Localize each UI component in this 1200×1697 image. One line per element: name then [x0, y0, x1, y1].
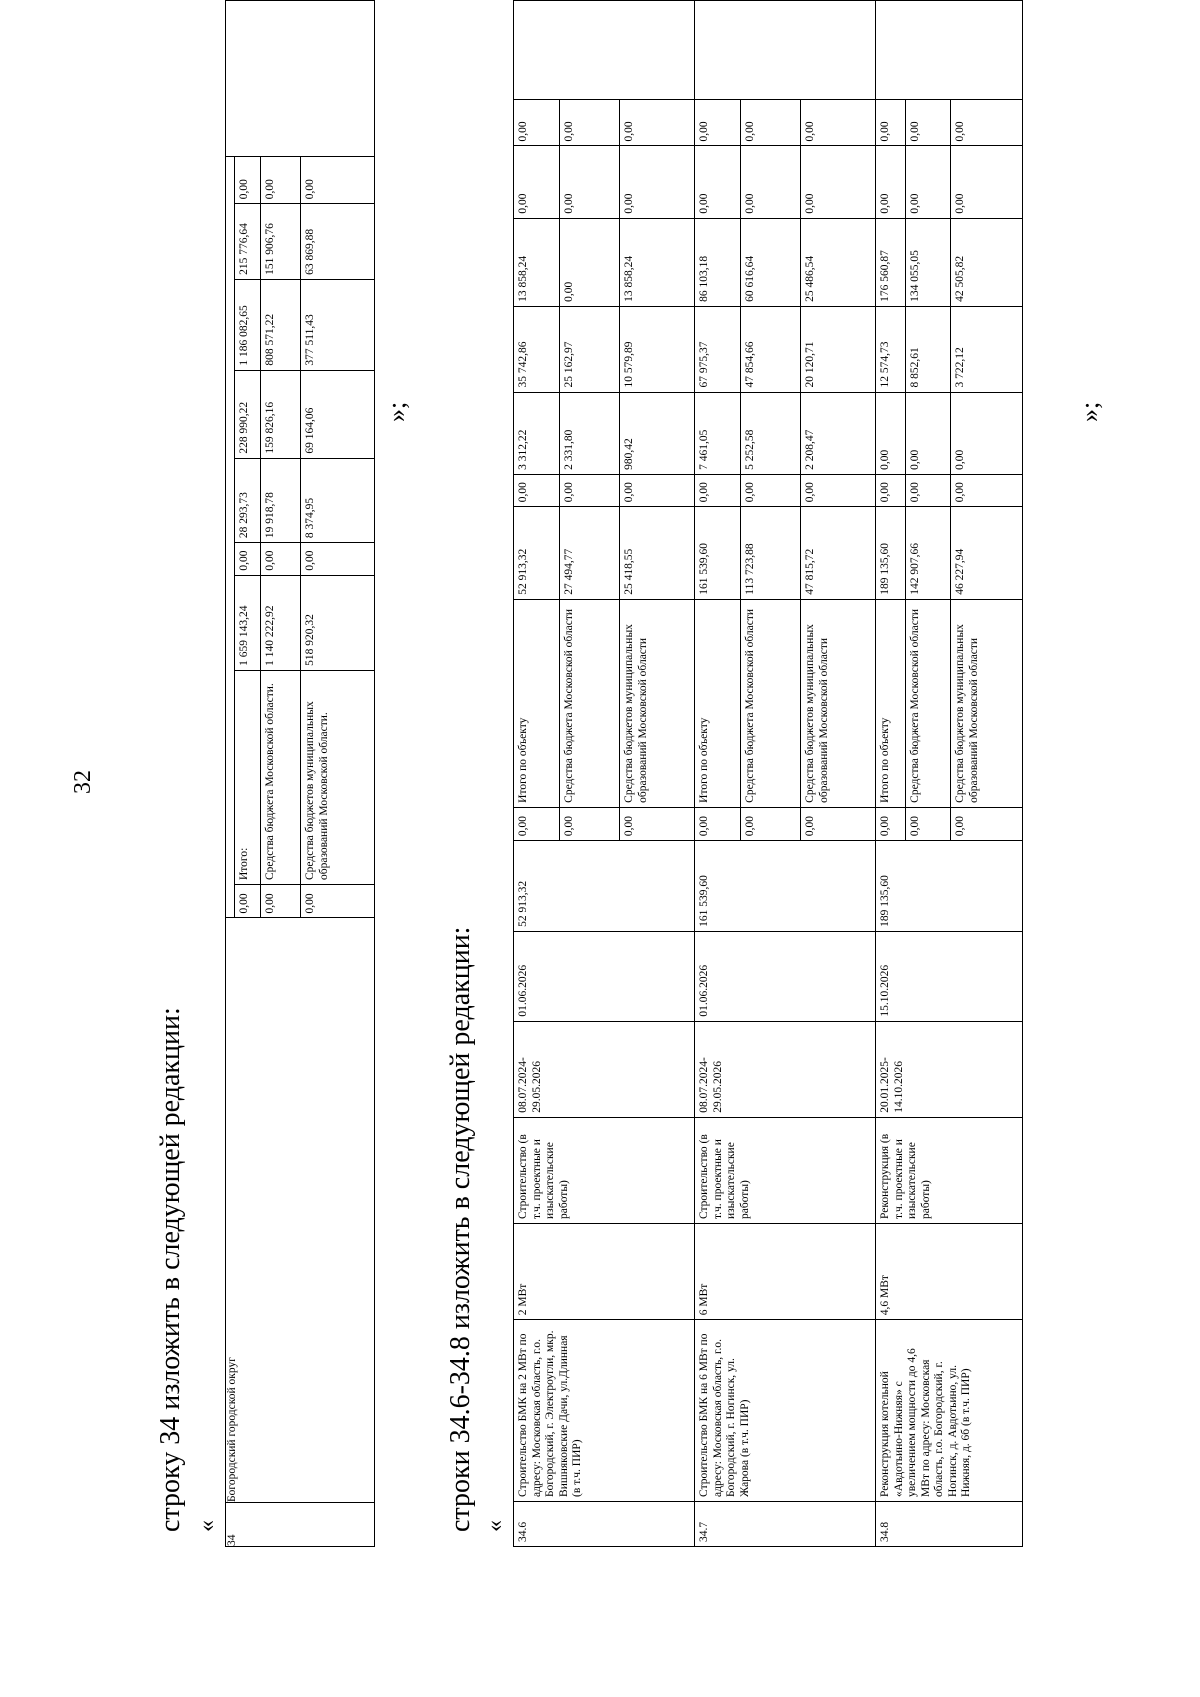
- table-row: 34.7 Строительство БМК на 6 МВт по адресу: Московская область, г.о. Богородский, г. Ногинск, ул. Жарова (в т.ч. ПИР) 6 МВт Строительство (в т.ч. проектные и изыскательские работы) 08.07.2024-29.05.2026 01.06.2026 161 539,60 0,00 Итого по объекту 161 539,60 0,00 7 461,05 67 975,37 86 103,18 0,00 0,00: [695, 1, 741, 1547]
- table-row: 0,00 Средства бюджета Московской области 27 494,77 0,00 2 331,80 25 162,97 0,00 0,00 0,00: [560, 1, 620, 1547]
- row-34-num: 34: [226, 1502, 375, 1546]
- section2-heading: строки 34.6-34.8 изложить в следующей редакции:: [445, 926, 476, 1532]
- row-34-7-name: Строительство БМК на 6 МВт по адресу: Московская область, г.о. Богородский, г. Ногинск, ул. Жарова (в т.ч. ПИР): [695, 1320, 876, 1502]
- section2-quote-open: «: [482, 1520, 508, 1532]
- table-rows-34-6-34-8: [513, 0, 1023, 1547]
- table-row: 0,00 Средства бюджета Московской области 113 723,88 0,00 5 252,58 47 854,66 60 616,64 0,00 0,00: [741, 1, 801, 1547]
- table-row: 0,00 Средства бюджетов муниципальных образований Московской области 47 815,72 0,00 2 208,47 20 120,71 25 486,54 0,00 0,00: [801, 1, 876, 1547]
- row-34-7-num: 34.7: [695, 1501, 876, 1546]
- table-row: 0,00 Средства бюджетов муниципальных образований Московской области 46 227,94 0,00 0,00 3 722,12 42 505,82 0,00 0,00: [951, 1, 1023, 1547]
- table-row: 34.6 Строительство БМК на 2 МВт по адресу: Московская область, г.о. Богородский, г. Электроугли, мкр. Вишняковские Дачи, ул.Длинная (в т.ч. ПИР) 2 МВт Строительство (в т.ч. проектные и изыскательские работы) 08.07.2024-29.05.2026 01.06.2026 52 913,32 0,00 Итого по объекту 52 913,32 0,00 3 312,22 35 742,86 13 858,24 0,00 0,00: [514, 1, 560, 1547]
- table-row: 0,00 Средства бюджетов муниципальных образований Московской области 25 418,55 0,00 980,42 10 579,89 13 858,24 0,00 0,00: [620, 1, 695, 1547]
- table-row: 0,00 Средства бюджетов муниципальных образований Московской области. 518 920,32 0,00 8 374,95 69 164,06 377 511,43 63 869,88 0,00: [301, 1, 375, 1547]
- section1-quote-open: «: [194, 1520, 220, 1532]
- table-row: 0,00 Средства бюджета Московской области 142 907,66 0,00 0,00 8 852,61 134 055,05 0,00 0,00: [906, 1, 951, 1547]
- row-34-8-num: 34.8: [876, 1501, 1023, 1546]
- section1-quote-close: »;: [382, 401, 411, 422]
- row-34-6-name: Строительство БМК на 2 МВт по адресу: Московская область, г.о. Богородский, г. Электроугли, мкр. Вишняковские Дачи, ул.Длинная (в т.ч. ПИР): [514, 1320, 695, 1502]
- row-34-8-name: Реконструкция котельной «Авдотьино-Нижняя» с увеличением мощности до 4,6 МВт по адресу: Московская область, г.о. Богородский, г. Ногинск, д. Авдотьино, ул. Нижняя, д. 6б (в т.ч. ПИР): [876, 1320, 1023, 1502]
- section1-heading: строку 34 изложить в следующей редакции:: [155, 1007, 186, 1532]
- row-34-6-num: 34.6: [514, 1501, 695, 1546]
- row-34-name: Богородский городской округ: [226, 918, 375, 1503]
- table-row: 34.8 Реконструкция котельной «Авдотьино-Нижняя» с увеличением мощности до 4,6 МВт по адресу: Московская область, г.о. Богородский, г. Ногинск, д. Авдотьино, ул. Нижняя, д. 6б (в т.ч. ПИР) 4,6 МВт Реконструкция (в т.ч. проектные и изыскательские работы) 20.01.2025-14.10.2026 15.10.2026 189 135,60 0,00 Итого по объекту 189 135,60 0,00 0,00 12 574,73 176 560,87 0,00 0,00: [876, 1, 906, 1547]
- page-number: 32: [70, 770, 96, 794]
- table-row: 0,00 Итого: 1 659 143,24 0,00 28 293,73 228 990,22 1 186 082,65 215 776,64 0,00: [235, 1, 261, 1547]
- section2-quote-close: »;: [1075, 401, 1104, 422]
- table-row: 0,00 Средства бюджета Московской области. 1 140 222,92 0,00 19 918,78 159 826,16 808 571,22 151 906,76 0,00: [261, 1, 301, 1547]
- table-row-34: [225, 0, 375, 1547]
